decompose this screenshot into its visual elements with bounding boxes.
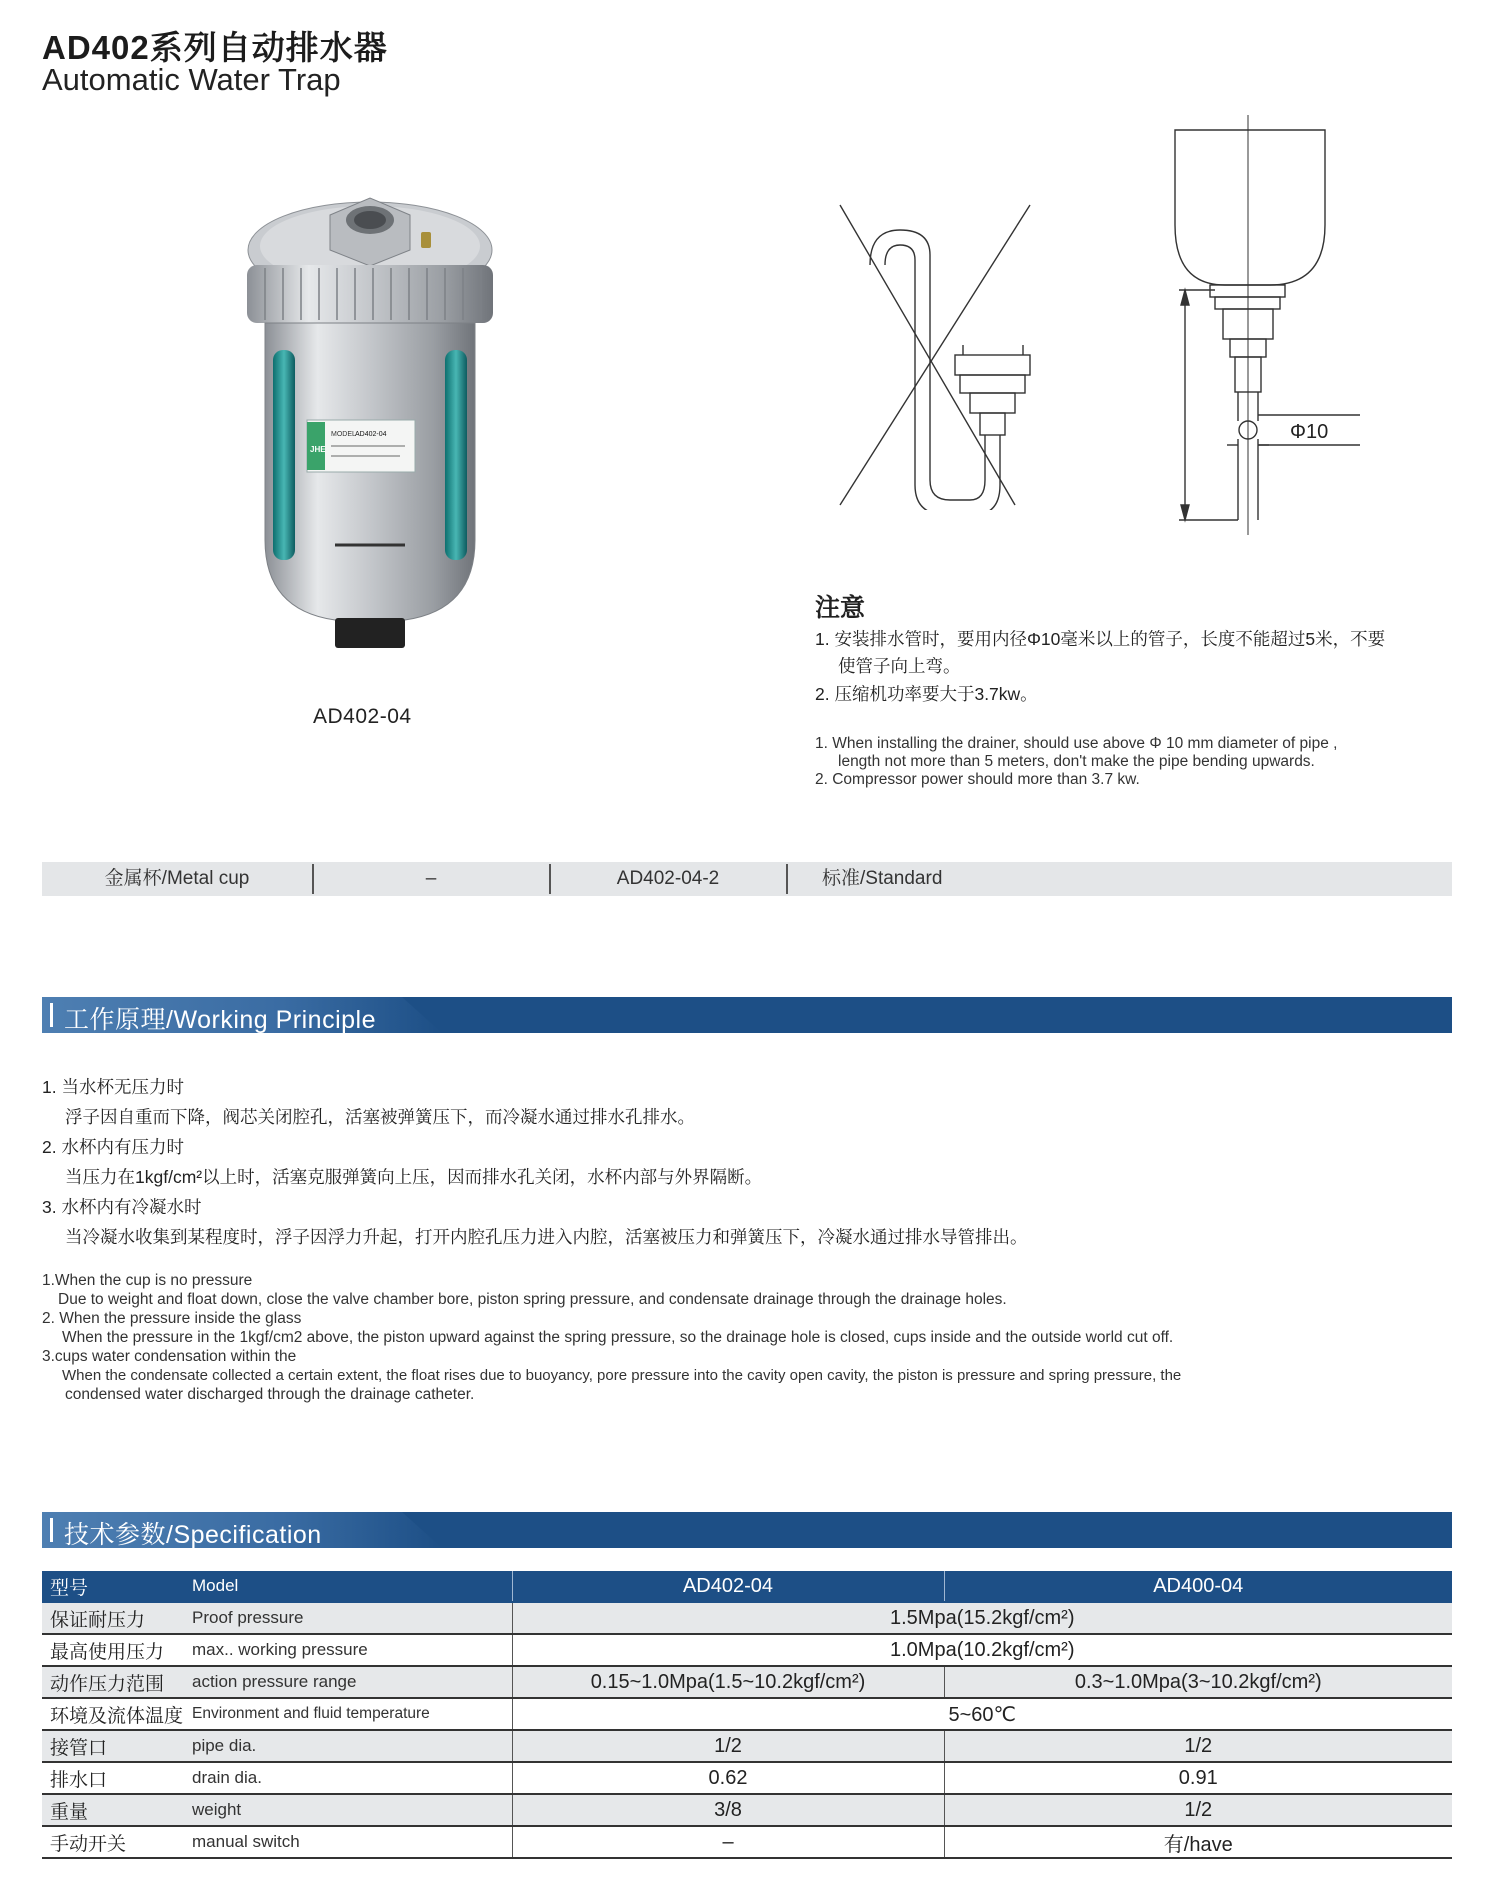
option-dash: – <box>425 868 437 889</box>
table-header-row <box>42 1571 1452 1602</box>
row-label-cn: 保证耐压力 <box>42 1602 192 1634</box>
row-label-cn: 排水口 <box>42 1762 192 1794</box>
specification-title: 技术参数/Specification <box>64 1521 322 1549</box>
table-row <box>42 1794 1452 1826</box>
option-standard: 标准/Standard <box>822 868 943 889</box>
note-en-1-continued: length not more than 5 meters, don't make the pipe bending upwards. <box>838 753 1315 770</box>
row-label-en: Environment and fluid temperature <box>192 1698 512 1730</box>
wrong-installation-diagram <box>835 200 1035 510</box>
option-row <box>42 862 1452 896</box>
row-label-en: manual switch <box>192 1826 512 1858</box>
table-row <box>42 1666 1452 1698</box>
row-label-cn: 手动开关 <box>42 1826 192 1858</box>
note-en-1: 1. When installing the drainer, should use above Φ 10 mm diameter of pipe , <box>815 735 1338 752</box>
row-value-col2: 1/2 <box>944 1794 1452 1826</box>
option-divider <box>786 864 788 894</box>
row-label-cn: 重量 <box>42 1794 192 1826</box>
row-label-cn: 最高使用压力 <box>42 1634 192 1666</box>
label-model-text: AD402-04 <box>355 431 387 438</box>
row-label-en: pipe dia. <box>192 1730 512 1762</box>
product-photo <box>235 190 505 650</box>
principle-en-3-head: 3.cups water condensation within the <box>42 1348 297 1365</box>
row-label-en: weight <box>192 1794 512 1826</box>
label-brand-text: JHE <box>310 445 326 454</box>
row-value: 1.5Mpa(15.2kgf/cm²) <box>512 1602 1452 1634</box>
principle-en-1-head: 1.When the cup is no pressure <box>42 1272 253 1289</box>
product-model-caption: AD402-04 <box>313 705 412 728</box>
row-value-col2: 0.3~1.0Mpa(3~10.2kgf/cm²) <box>944 1666 1452 1698</box>
header-en: Model <box>192 1571 512 1602</box>
row-value-col1: 0.15~1.0Mpa(1.5~10.2kgf/cm²) <box>512 1666 944 1698</box>
principle-en-3-body-continued: condensed water discharged through the drainage catheter. <box>65 1386 475 1403</box>
page-title-cn: AD402系列自动排水器 <box>42 29 388 66</box>
option-cup-type: 金属杯/Metal cup <box>104 868 250 889</box>
row-label-en: Proof pressure <box>192 1602 512 1634</box>
principle-en-2-body: When the pressure in the 1kgf/cm2 above, the piston upward against the spring pressure, so the drainage hole is closed, cups inside and the outside world cut off. <box>62 1329 1174 1346</box>
row-label-cn: 接管口 <box>42 1730 192 1762</box>
principle-en-3-body: When the condensate collected a certain extent, the float rises due to buoyancy, pore pressure into the cavity open cavity, the piston is pressure and spring pressure, the <box>62 1367 1182 1384</box>
principle-cn-1-head: 1. 当水杯无压力时 <box>42 1077 184 1097</box>
row-label-cn: 环境及流体温度 <box>42 1698 192 1730</box>
working-principle-title: 工作原理/Working Principle <box>64 1006 377 1034</box>
row-value-col1: – <box>512 1826 944 1858</box>
pipe-diameter-label: Φ10 <box>1290 421 1329 443</box>
notes-heading: 注意 <box>815 594 866 622</box>
principle-en-1-body: Due to weight and float down, close the valve chamber bore, piston spring pressure, and condensate drainage through the drainage holes. <box>58 1291 1007 1308</box>
row-value: 1.0Mpa(10.2kgf/cm²) <box>512 1634 1452 1666</box>
row-value-col2: 有/have <box>944 1826 1452 1858</box>
option-model: AD402-04-2 <box>616 868 720 889</box>
row-value-col2: 1/2 <box>944 1730 1452 1762</box>
note-cn-2: 2. 压缩机功率要大于3.7kw。 <box>815 684 1038 704</box>
page-title-en: Automatic Water Trap <box>42 62 341 97</box>
principle-cn-2-body: 当压力在1kgf/cm²以上时，活塞克服弹簧向上压，因而排水孔关闭，水杯内部与外界隔断。 <box>65 1167 763 1187</box>
row-value-col2: 0.91 <box>944 1762 1452 1794</box>
correct-installation-diagram <box>1165 115 1385 535</box>
svg-text:MODEL: MODEL <box>331 431 356 438</box>
note-en-2: 2. Compressor power should more than 3.7 kw. <box>815 771 1140 788</box>
row-label-en: drain dia. <box>192 1762 512 1794</box>
table-row <box>42 1634 1452 1666</box>
principle-en-2-head: 2. When the pressure inside the glass <box>42 1310 302 1327</box>
principle-cn-2-head: 2. 水杯内有压力时 <box>42 1137 184 1157</box>
table-row <box>42 1826 1452 1858</box>
row-value-col1: 0.62 <box>512 1762 944 1794</box>
table-row <box>42 1602 1452 1634</box>
row-label-en: action pressure range <box>192 1666 512 1698</box>
note-cn-1-continued: 使管子向上弯。 <box>838 656 961 676</box>
table-row <box>42 1762 1452 1794</box>
specification-section-bar <box>42 1512 1452 1548</box>
principle-cn-3-head: 3. 水杯内有冷凝水时 <box>42 1197 202 1217</box>
working-principle-section-bar <box>42 997 1452 1033</box>
principle-cn-3-body: 当冷凝水收集到某程度时，浮子因浮力升起，打开内腔孔压力进入内腔，活塞被压力和弹簧压下，冷凝水通过排水导管排出。 <box>65 1227 1028 1247</box>
header-model-2: AD400-04 <box>944 1571 1452 1602</box>
header-cn: 型号 <box>42 1571 192 1602</box>
row-label-cn: 动作压力范围 <box>42 1666 192 1698</box>
note-cn-1: 1. 安装排水管时，要用内径Φ10毫米以上的管子，长度不能超过5米，不要 <box>815 629 1386 649</box>
row-value: 5~60℃ <box>512 1698 1452 1730</box>
row-value-col1: 1/2 <box>512 1730 944 1762</box>
specification-table <box>42 1571 1452 1859</box>
row-label-en: max.. working pressure <box>192 1634 512 1666</box>
table-row <box>42 1730 1452 1762</box>
header-model-1: AD402-04 <box>512 1571 944 1602</box>
table-row <box>42 1698 1452 1730</box>
principle-cn-1-body: 浮子因自重而下降，阀芯关闭腔孔，活塞被弹簧压下，而冷凝水通过排水孔排水。 <box>65 1107 695 1127</box>
row-value-col1: 3/8 <box>512 1794 944 1826</box>
